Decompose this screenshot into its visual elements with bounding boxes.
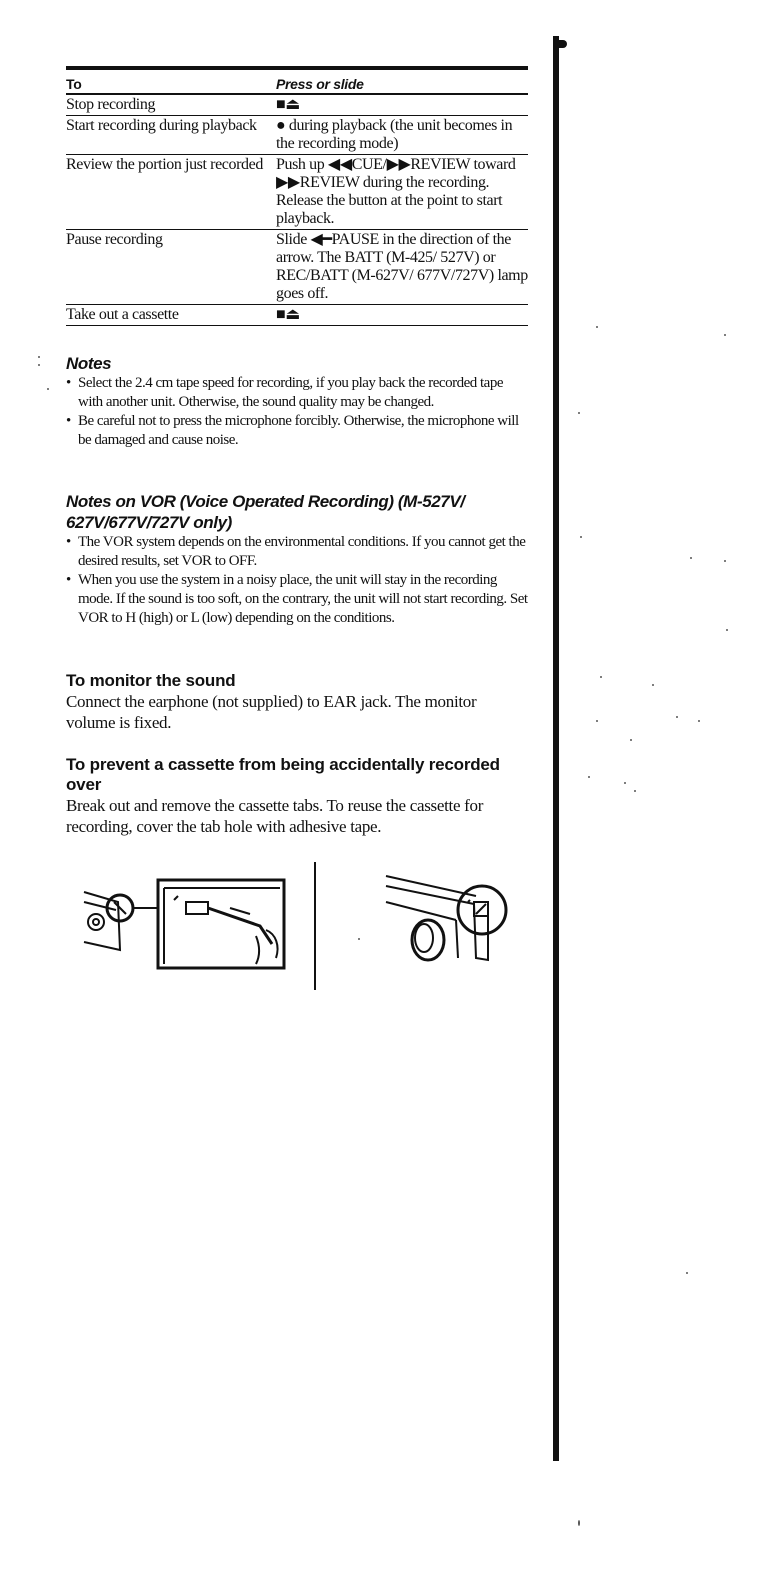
scan-speck [624,782,626,784]
scan-speck [596,326,598,328]
illustration-divider [314,862,316,990]
header-press-or-slide: Press or slide [276,66,528,94]
vor-notes-list [66,533,528,628]
binding-mark [559,40,567,48]
row-purpose: Take out a cassette [66,305,276,326]
table-header-row [66,66,528,94]
row-purpose: Review the portion just recorded [66,155,276,230]
vor-notes-section [66,491,528,628]
table-row [66,155,528,230]
monitor-section [66,671,528,733]
row-purpose: Start recording during playback [66,116,276,155]
scan-speck [690,557,692,559]
scan-speck [652,684,654,686]
row-action: Slide ◀━PAUSE in the direction of the arrow. The BATT (M-425/ 527V) or REC/BATT (M-627V/ 677V/727V) lamp goes off. [276,230,528,305]
notes-section [66,353,528,450]
list-item: • When you use the system in a noisy place, the unit will stay in the recording mode. If the sound is too soft, on the contrary, the unit will not start recording. Set VOR to H (high) or L (low) depending on the conditions. [66,571,528,628]
scan-speck [724,560,726,562]
row-action: ■⏏ [276,94,528,116]
prevent-section [66,755,528,837]
row-purpose: Stop recording [66,94,276,116]
monitor-text: Connect the earphone (not supplied) to EAR jack. The monitor volume is fixed. [66,692,477,732]
scan-speck [578,1520,580,1526]
table-row [66,116,528,155]
scan-speck [726,629,728,631]
monitor-heading: To monitor the sound [66,671,236,690]
row-action: ■⏏ [276,305,528,326]
scan-speck [686,1272,688,1274]
row-action: Push up ◀◀CUE/▶▶REVIEW toward ▶▶REVIEW during the recording. Release the button at the point to start playback. [276,155,528,230]
scan-speck [38,364,40,366]
binding-rule [553,36,559,1461]
scan-speck [588,776,590,778]
scan-speck [358,938,360,940]
row-action: ● during playback (the unit becomes in the recording mode) [276,116,528,155]
scan-speck [580,536,582,538]
scan-speck [634,790,636,792]
list-item: • Be careful not to press the microphone forcibly. Otherwise, the microphone will be damaged and cause noise. [66,412,528,450]
cover-tab-illustration [384,868,516,968]
table-row [66,94,528,116]
scan-speck [38,356,40,358]
scan-speck [600,676,602,678]
prevent-text: Break out and remove the cassette tabs. To reuse the cassette for recording, cover the tab hole with adhesive tape. [66,796,484,836]
recording-operations-table [66,66,528,326]
vor-notes-heading: Notes on VOR (Voice Operated Recording) (M-527V/ 627V/677V/727V only) [66,492,465,532]
row-purpose: Pause recording [66,230,276,305]
notes-list [66,374,528,450]
notes-heading: Notes [66,354,112,373]
list-item: • Select the 2.4 cm tape speed for recording, if you play back the recorded tape with another unit. Otherwise, the sound quality may be changed. [66,374,528,412]
scan-speck [578,412,580,414]
table-row [66,230,528,305]
scan-speck [676,716,678,718]
table-row [66,305,528,326]
list-item: • The VOR system depends on the environmental conditions. If you cannot get the desired results, set VOR to OFF. [66,533,528,571]
prevent-heading: To prevent a cassette from being accidentally recorded over [66,755,500,794]
scan-speck [596,720,598,722]
scan-speck [698,720,700,722]
header-to: To [66,66,276,94]
scan-speck [630,739,632,741]
scan-speck [47,388,49,390]
break-tab-illustration [80,872,292,972]
scan-speck [724,334,726,336]
